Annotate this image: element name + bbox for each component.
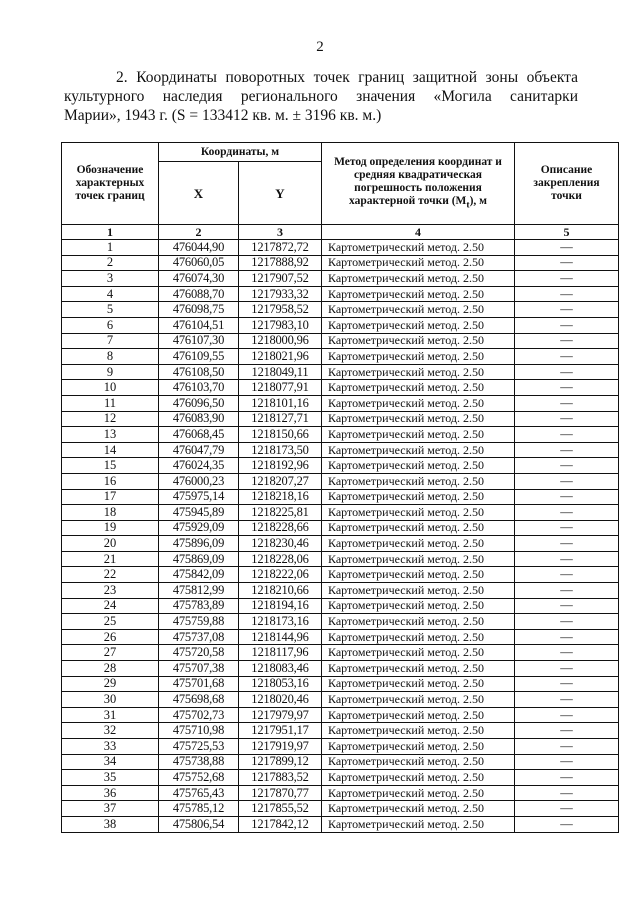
description-cell: — — [515, 380, 619, 396]
header-point-designation: Обозначение характерных точек границ — [62, 143, 159, 225]
method-cell: Картометрический метод. 2.50 — [322, 661, 515, 677]
y-coordinate-cell: 1217958,52 — [239, 302, 322, 318]
method-cell: Картометрический метод. 2.50 — [322, 333, 515, 349]
method-cell: Картометрический метод. 2.50 — [322, 240, 515, 256]
point-number-cell: 12 — [62, 411, 159, 427]
method-cell: Картометрический метод. 2.50 — [322, 583, 515, 599]
table-row — [62, 661, 619, 677]
method-cell: Картометрический метод. 2.50 — [322, 458, 515, 474]
method-cell: Картометрический метод. 2.50 — [322, 754, 515, 770]
x-coordinate-cell: 476000,23 — [159, 473, 239, 489]
description-cell: — — [515, 739, 619, 755]
page-number: 2 — [316, 39, 324, 55]
description-cell: — — [515, 240, 619, 256]
description-cell: — — [515, 785, 619, 801]
y-coordinate-cell: 1218053,16 — [239, 676, 322, 692]
method-cell: Картометрический метод. 2.50 — [322, 770, 515, 786]
point-number-cell: 30 — [62, 692, 159, 708]
y-coordinate-cell: 1218173,50 — [239, 442, 322, 458]
x-coordinate-cell: 476108,50 — [159, 364, 239, 380]
description-cell: — — [515, 614, 619, 630]
x-coordinate-cell: 475806,54 — [159, 816, 239, 832]
column-number: 5 — [515, 225, 619, 240]
y-coordinate-cell: 1218173,16 — [239, 614, 322, 630]
point-number-cell: 10 — [62, 380, 159, 396]
y-coordinate-cell: 1217951,17 — [239, 723, 322, 739]
description-cell: — — [515, 317, 619, 333]
y-coordinate-cell: 1218000,96 — [239, 333, 322, 349]
method-cell: Картометрический метод. 2.50 — [322, 302, 515, 318]
x-coordinate-cell: 475785,12 — [159, 801, 239, 817]
x-coordinate-cell: 476083,90 — [159, 411, 239, 427]
description-cell: — — [515, 255, 619, 271]
point-number-cell: 24 — [62, 598, 159, 614]
method-cell: Картометрический метод. 2.50 — [322, 271, 515, 287]
x-coordinate-cell: 475759,88 — [159, 614, 239, 630]
y-coordinate-cell: 1217842,12 — [239, 816, 322, 832]
y-coordinate-cell: 1218020,46 — [239, 692, 322, 708]
description-cell: — — [515, 707, 619, 723]
y-coordinate-cell: 1217933,32 — [239, 286, 322, 302]
header-method: Метод определения координат и средняя квадратическая погрешность положения характерной точки $(M_t)$, м — [322, 143, 515, 225]
point-number-cell: 31 — [62, 707, 159, 723]
y-coordinate-cell: 1217870,77 — [239, 785, 322, 801]
description-cell: — — [515, 567, 619, 583]
x-coordinate-cell: 475737,08 — [159, 629, 239, 645]
table-row — [62, 739, 619, 755]
column-number-row — [62, 225, 619, 240]
description-cell: — — [515, 364, 619, 380]
point-number-cell: 6 — [62, 317, 159, 333]
y-coordinate-cell: 1217883,52 — [239, 770, 322, 786]
x-coordinate-cell: 475896,09 — [159, 536, 239, 552]
method-cell: Картометрический метод. 2.50 — [322, 520, 515, 536]
x-coordinate-cell: 476104,51 — [159, 317, 239, 333]
description-cell: — — [515, 333, 619, 349]
point-number-cell: 3 — [62, 271, 159, 287]
table-row — [62, 442, 619, 458]
point-number-cell: 33 — [62, 739, 159, 755]
y-coordinate-cell: 1218228,06 — [239, 551, 322, 567]
point-number-cell: 26 — [62, 629, 159, 645]
x-coordinate-cell: 476044,90 — [159, 240, 239, 256]
heading-line-2: культурного наследия регионального значения «Могила санитарки — [64, 88, 578, 105]
method-cell: Картометрический метод. 2.50 — [322, 739, 515, 755]
point-number-cell: 2 — [62, 255, 159, 271]
x-coordinate-cell: 475710,98 — [159, 723, 239, 739]
y-coordinate-cell: 1218021,96 — [239, 349, 322, 365]
description-cell: — — [515, 489, 619, 505]
method-cell: Картометрический метод. 2.50 — [322, 567, 515, 583]
x-coordinate-cell: 475783,89 — [159, 598, 239, 614]
table-row — [62, 411, 619, 427]
description-cell: — — [515, 473, 619, 489]
description-cell: — — [515, 723, 619, 739]
table-row — [62, 395, 619, 411]
table-row — [62, 770, 619, 786]
table-row — [62, 349, 619, 365]
table-row — [62, 754, 619, 770]
x-coordinate-cell: 476060,05 — [159, 255, 239, 271]
column-number: 1 — [62, 225, 159, 240]
description-cell: — — [515, 505, 619, 521]
method-cell: Картометрический метод. 2.50 — [322, 489, 515, 505]
method-cell: Картометрический метод. 2.50 — [322, 364, 515, 380]
method-cell: Картометрический метод. 2.50 — [322, 629, 515, 645]
point-number-cell: 9 — [62, 364, 159, 380]
table-row — [62, 614, 619, 630]
point-number-cell: 25 — [62, 614, 159, 630]
description-cell: — — [515, 629, 619, 645]
point-number-cell: 17 — [62, 489, 159, 505]
x-coordinate-cell: 475720,58 — [159, 645, 239, 661]
description-cell: — — [515, 551, 619, 567]
header-coordinates: Координаты, м — [159, 143, 322, 162]
y-coordinate-cell: 1217907,52 — [239, 271, 322, 287]
point-number-cell: 4 — [62, 286, 159, 302]
description-cell: — — [515, 801, 619, 817]
x-coordinate-cell: 476047,79 — [159, 442, 239, 458]
table-row — [62, 255, 619, 271]
description-cell: — — [515, 427, 619, 443]
y-coordinate-cell: 1218127,71 — [239, 411, 322, 427]
x-coordinate-cell: 476068,45 — [159, 427, 239, 443]
point-number-cell: 14 — [62, 442, 159, 458]
x-coordinate-cell: 476074,30 — [159, 271, 239, 287]
description-cell: — — [515, 770, 619, 786]
method-cell: Картометрический метод. 2.50 — [322, 723, 515, 739]
point-number-cell: 27 — [62, 645, 159, 661]
table-row — [62, 489, 619, 505]
table-row — [62, 364, 619, 380]
table-row — [62, 723, 619, 739]
y-coordinate-cell: 1218192,96 — [239, 458, 322, 474]
y-coordinate-cell: 1217888,92 — [239, 255, 322, 271]
y-coordinate-cell: 1217872,72 — [239, 240, 322, 256]
y-coordinate-cell: 1218150,66 — [239, 427, 322, 443]
table-row — [62, 302, 619, 318]
point-number-cell: 36 — [62, 785, 159, 801]
description-cell: — — [515, 583, 619, 599]
y-coordinate-cell: 1217899,12 — [239, 754, 322, 770]
description-cell: — — [515, 286, 619, 302]
x-coordinate-cell: 475752,68 — [159, 770, 239, 786]
y-coordinate-cell: 1218083,46 — [239, 661, 322, 677]
description-cell: — — [515, 458, 619, 474]
point-number-cell: 37 — [62, 801, 159, 817]
method-cell: Картометрический метод. 2.50 — [322, 411, 515, 427]
x-coordinate-cell: 476109,55 — [159, 349, 239, 365]
x-coordinate-cell: 476098,75 — [159, 302, 239, 318]
coordinates-table — [61, 142, 619, 833]
method-cell: Картометрический метод. 2.50 — [322, 614, 515, 630]
method-cell: Картометрический метод. 2.50 — [322, 427, 515, 443]
table-row — [62, 458, 619, 474]
y-coordinate-cell: 1217919,97 — [239, 739, 322, 755]
description-cell: — — [515, 395, 619, 411]
y-coordinate-cell: 1218218,16 — [239, 489, 322, 505]
y-coordinate-cell: 1217855,52 — [239, 801, 322, 817]
y-coordinate-cell: 1218228,66 — [239, 520, 322, 536]
y-coordinate-cell: 1218101,16 — [239, 395, 322, 411]
x-coordinate-cell: 476107,30 — [159, 333, 239, 349]
table-row — [62, 380, 619, 396]
document-heading — [64, 68, 578, 125]
point-number-cell: 8 — [62, 349, 159, 365]
description-cell: — — [515, 536, 619, 552]
point-number-cell: 15 — [62, 458, 159, 474]
method-cell: Картометрический метод. 2.50 — [322, 349, 515, 365]
table-row — [62, 785, 619, 801]
column-number: 4 — [322, 225, 515, 240]
point-number-cell: 19 — [62, 520, 159, 536]
description-cell: — — [515, 520, 619, 536]
table-row — [62, 816, 619, 832]
method-cell: Картометрический метод. 2.50 — [322, 536, 515, 552]
point-number-cell: 29 — [62, 676, 159, 692]
point-number-cell: 35 — [62, 770, 159, 786]
table-row — [62, 333, 619, 349]
method-cell: Картометрический метод. 2.50 — [322, 473, 515, 489]
heading-line-1: 2. Координаты поворотных точек границ защитной зоны объекта — [116, 69, 578, 86]
table-row — [62, 317, 619, 333]
point-number-cell: 5 — [62, 302, 159, 318]
method-cell: Картометрический метод. 2.50 — [322, 551, 515, 567]
y-coordinate-cell: 1218144,96 — [239, 629, 322, 645]
table-row — [62, 520, 619, 536]
method-cell: Картометрический метод. 2.50 — [322, 505, 515, 521]
method-cell: Картометрический метод. 2.50 — [322, 785, 515, 801]
description-cell: — — [515, 302, 619, 318]
table-row — [62, 240, 619, 256]
method-cell: Картометрический метод. 2.50 — [322, 816, 515, 832]
header-x: X — [159, 162, 239, 225]
method-cell: Картометрический метод. 2.50 — [322, 395, 515, 411]
method-cell: Картометрический метод. 2.50 — [322, 801, 515, 817]
x-coordinate-cell: 475725,53 — [159, 739, 239, 755]
y-coordinate-cell: 1218077,91 — [239, 380, 322, 396]
x-coordinate-cell: 475869,09 — [159, 551, 239, 567]
description-cell: — — [515, 661, 619, 677]
table-row — [62, 505, 619, 521]
x-coordinate-cell: 475738,88 — [159, 754, 239, 770]
method-cell: Картометрический метод. 2.50 — [322, 645, 515, 661]
method-cell: Картометрический метод. 2.50 — [322, 442, 515, 458]
heading-line-3: Марии», 1943 г. (S = 133412 кв. м. ± 3196 кв. м.) — [64, 107, 382, 124]
x-coordinate-cell: 475698,68 — [159, 692, 239, 708]
point-number-cell: 20 — [62, 536, 159, 552]
table-row — [62, 598, 619, 614]
x-coordinate-cell: 475701,68 — [159, 676, 239, 692]
header-y: Y — [239, 162, 322, 225]
table-row — [62, 629, 619, 645]
description-cell: — — [515, 349, 619, 365]
x-coordinate-cell: 476096,50 — [159, 395, 239, 411]
point-number-cell: 23 — [62, 583, 159, 599]
point-number-cell: 11 — [62, 395, 159, 411]
description-cell: — — [515, 692, 619, 708]
method-cell: Картометрический метод. 2.50 — [322, 598, 515, 614]
method-cell: Картометрический метод. 2.50 — [322, 676, 515, 692]
y-coordinate-cell: 1217983,10 — [239, 317, 322, 333]
description-cell: — — [515, 816, 619, 832]
x-coordinate-cell: 475929,09 — [159, 520, 239, 536]
description-cell: — — [515, 411, 619, 427]
header-description: Описание закрепления точки — [515, 143, 619, 225]
subscript-t: t — [466, 199, 470, 211]
table-row — [62, 583, 619, 599]
point-number-cell: 22 — [62, 567, 159, 583]
table-row — [62, 801, 619, 817]
point-number-cell: 28 — [62, 661, 159, 677]
method-cell: Картометрический метод. 2.50 — [322, 707, 515, 723]
x-coordinate-cell: 475707,38 — [159, 661, 239, 677]
y-coordinate-cell: 1218207,27 — [239, 473, 322, 489]
description-cell: — — [515, 442, 619, 458]
point-number-cell: 34 — [62, 754, 159, 770]
point-number-cell: 18 — [62, 505, 159, 521]
x-coordinate-cell: 476088,70 — [159, 286, 239, 302]
table-row — [62, 645, 619, 661]
y-coordinate-cell: 1218225,81 — [239, 505, 322, 521]
x-coordinate-cell: 476024,35 — [159, 458, 239, 474]
method-cell: Картометрический метод. 2.50 — [322, 380, 515, 396]
point-number-cell: 1 — [62, 240, 159, 256]
table-row — [62, 567, 619, 583]
x-coordinate-cell: 475702,73 — [159, 707, 239, 723]
x-coordinate-cell: 475945,89 — [159, 505, 239, 521]
description-cell: — — [515, 754, 619, 770]
point-number-cell: 7 — [62, 333, 159, 349]
description-cell: — — [515, 271, 619, 287]
y-coordinate-cell: 1218194,16 — [239, 598, 322, 614]
x-coordinate-cell: 475765,43 — [159, 785, 239, 801]
table-row — [62, 707, 619, 723]
column-number: 2 — [159, 225, 239, 240]
point-number-cell: 38 — [62, 816, 159, 832]
point-number-cell: 13 — [62, 427, 159, 443]
x-coordinate-cell: 476103,70 — [159, 380, 239, 396]
table-row — [62, 536, 619, 552]
description-cell: — — [515, 645, 619, 661]
table-row — [62, 473, 619, 489]
method-cell: Картометрический метод. 2.50 — [322, 317, 515, 333]
y-coordinate-cell: 1218049,11 — [239, 364, 322, 380]
method-cell: Картометрический метод. 2.50 — [322, 286, 515, 302]
y-coordinate-cell: 1218117,96 — [239, 645, 322, 661]
point-number-cell: 32 — [62, 723, 159, 739]
description-cell: — — [515, 598, 619, 614]
x-coordinate-cell: 475842,09 — [159, 567, 239, 583]
method-cell: Картометрический метод. 2.50 — [322, 692, 515, 708]
table-row — [62, 692, 619, 708]
y-coordinate-cell: 1218222,06 — [239, 567, 322, 583]
y-coordinate-cell: 1218230,46 — [239, 536, 322, 552]
table-row — [62, 427, 619, 443]
table-row — [62, 551, 619, 567]
table-row — [62, 271, 619, 287]
table-row — [62, 676, 619, 692]
description-cell: — — [515, 676, 619, 692]
x-coordinate-cell: 475812,99 — [159, 583, 239, 599]
column-number: 3 — [239, 225, 322, 240]
point-number-cell: 21 — [62, 551, 159, 567]
table-row — [62, 286, 619, 302]
y-coordinate-cell: 1217979,97 — [239, 707, 322, 723]
point-number-cell: 16 — [62, 473, 159, 489]
x-coordinate-cell: 475975,14 — [159, 489, 239, 505]
method-cell: Картометрический метод. 2.50 — [322, 255, 515, 271]
y-coordinate-cell: 1218210,66 — [239, 583, 322, 599]
